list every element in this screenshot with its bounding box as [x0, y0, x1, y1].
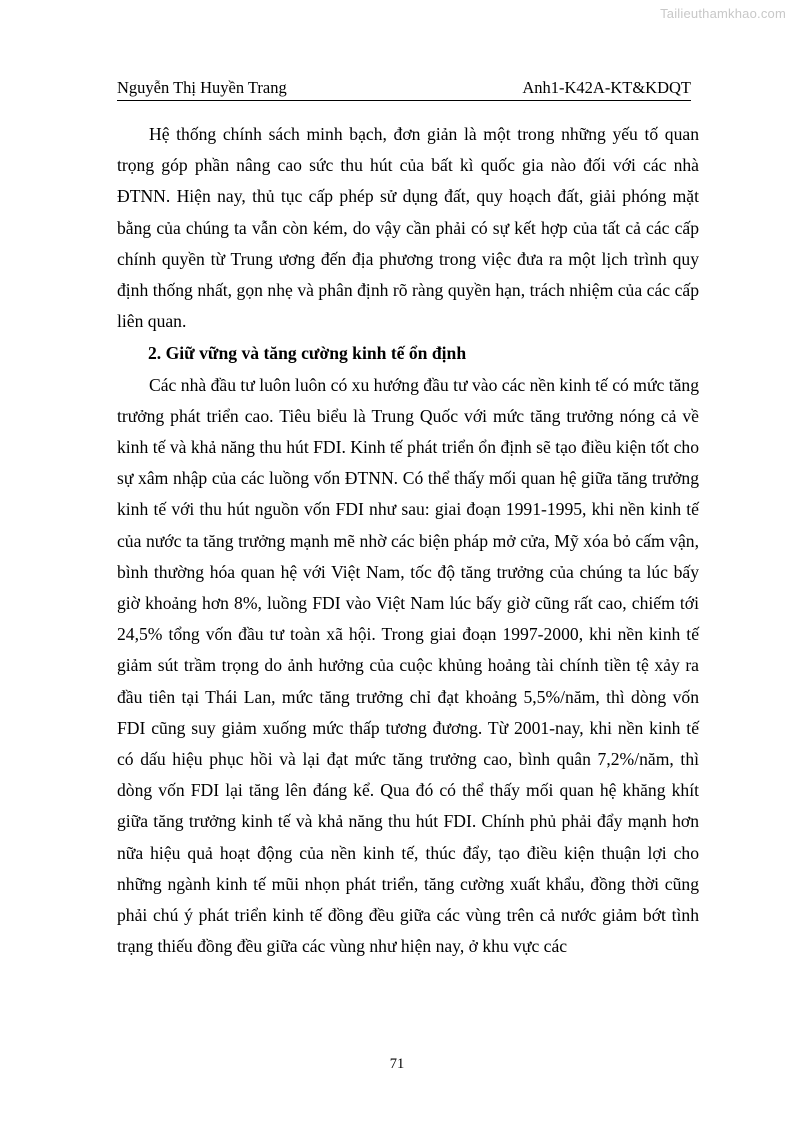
document-body	[117, 119, 699, 962]
watermark-text: Tailieuthamkhao.com	[660, 6, 786, 21]
page-header	[117, 76, 691, 101]
body-paragraph: Hệ thống chính sách minh bạch, đơn giản là một trong những yếu tố quan trọng góp phần nâng cao sức thu hút của bất kì quốc gia nào đối với các nhà ĐTNN. Hiện nay, thủ tục cấp phép sử dụng đất, quy hoạch đất, giải phóng mặt bằng của chúng ta vẫn còn kém, do vậy cần phải có sự kết hợp của tất cả các cấp chính quyền từ Trung ương đến địa phương trong việc đưa ra một lịch trình quy định thống nhất, gọn nhẹ và phân định rõ ràng quyền hạn, trách nhiệm của các cấp liên quan.	[117, 124, 699, 332]
header-author: Nguyễn Thị Huyền Trang	[117, 78, 287, 97]
section-heading: 2. Giữ vững và tăng cường kinh tế ổn định	[148, 343, 467, 364]
body-paragraph: Các nhà đầu tư luôn luôn có xu hướng đầu tư vào các nền kinh tế có mức tăng trưởng phát triển cao. Tiêu biểu là Trung Quốc với mức tăng trưởng nóng cả về kinh tế và khả năng thu hút FDI. Kinh tế phát triển ổn định sẽ tạo điều kiện tốt cho sự xâm nhập của các luồng vốn ĐTNN. Có thể thấy mối quan hệ giữa tăng trưởng kinh tế với thu hút nguồn vốn FDI như sau: giai đoạn 1991-1995, khi nền kinh tế của nước ta tăng trưởng mạnh mẽ nhờ các biện pháp mở cửa, Mỹ xóa bỏ cấm vận, bình thường hóa quan hệ với Việt Nam, tốc độ tăng trưởng của chúng ta lúc bấy giờ khoảng hơn 8%, luồng FDI vào Việt Nam lúc bấy giờ cũng rất cao, chiếm tới 24,5% tổng vốn đầu tư toàn xã hội. Trong giai đoạn 1997-2000, khi nền kinh tế giảm sút trầm trọng do ảnh hưởng của cuộc khủng hoảng tài chính tiền tệ xảy ra đầu tiên tại Thái Lan, mức tăng trưởng chỉ đạt khoảng 5,5%/năm, thì dòng vốn FDI cũng suy giảm xuống mức thấp tương đương. Từ 2001-nay, khi nền kinh tế có dấu hiệu phục hồi và lại đạt mức tăng trưởng cao, bình quân 7,2%/năm, thì dòng vốn FDI lại tăng lên đáng kể. Qua đó có thể thấy mối quan hệ khăng khít giữa tăng trưởng kinh tế và khả năng thu hút FDI. Chính phủ phải đẩy mạnh hơn nữa hiệu quả hoạt động của nền kinh tế, thúc đẩy, tạo điều kiện thuận lợi cho những ngành kinh tế mũi nhọn phát triển, tăng cường xuất khẩu, đồng thời cũng phải chú ý phát triển kinh tế đồng đều giữa các vùng trên cả nước giảm bớt tình trạng thiếu đồng đều giữa các vùng như hiện nay, ở khu vực các	[117, 374, 699, 957]
page-number: 71	[389, 1056, 405, 1072]
header-class-code: Anh1-K42A-KT&KDQT	[522, 78, 691, 97]
